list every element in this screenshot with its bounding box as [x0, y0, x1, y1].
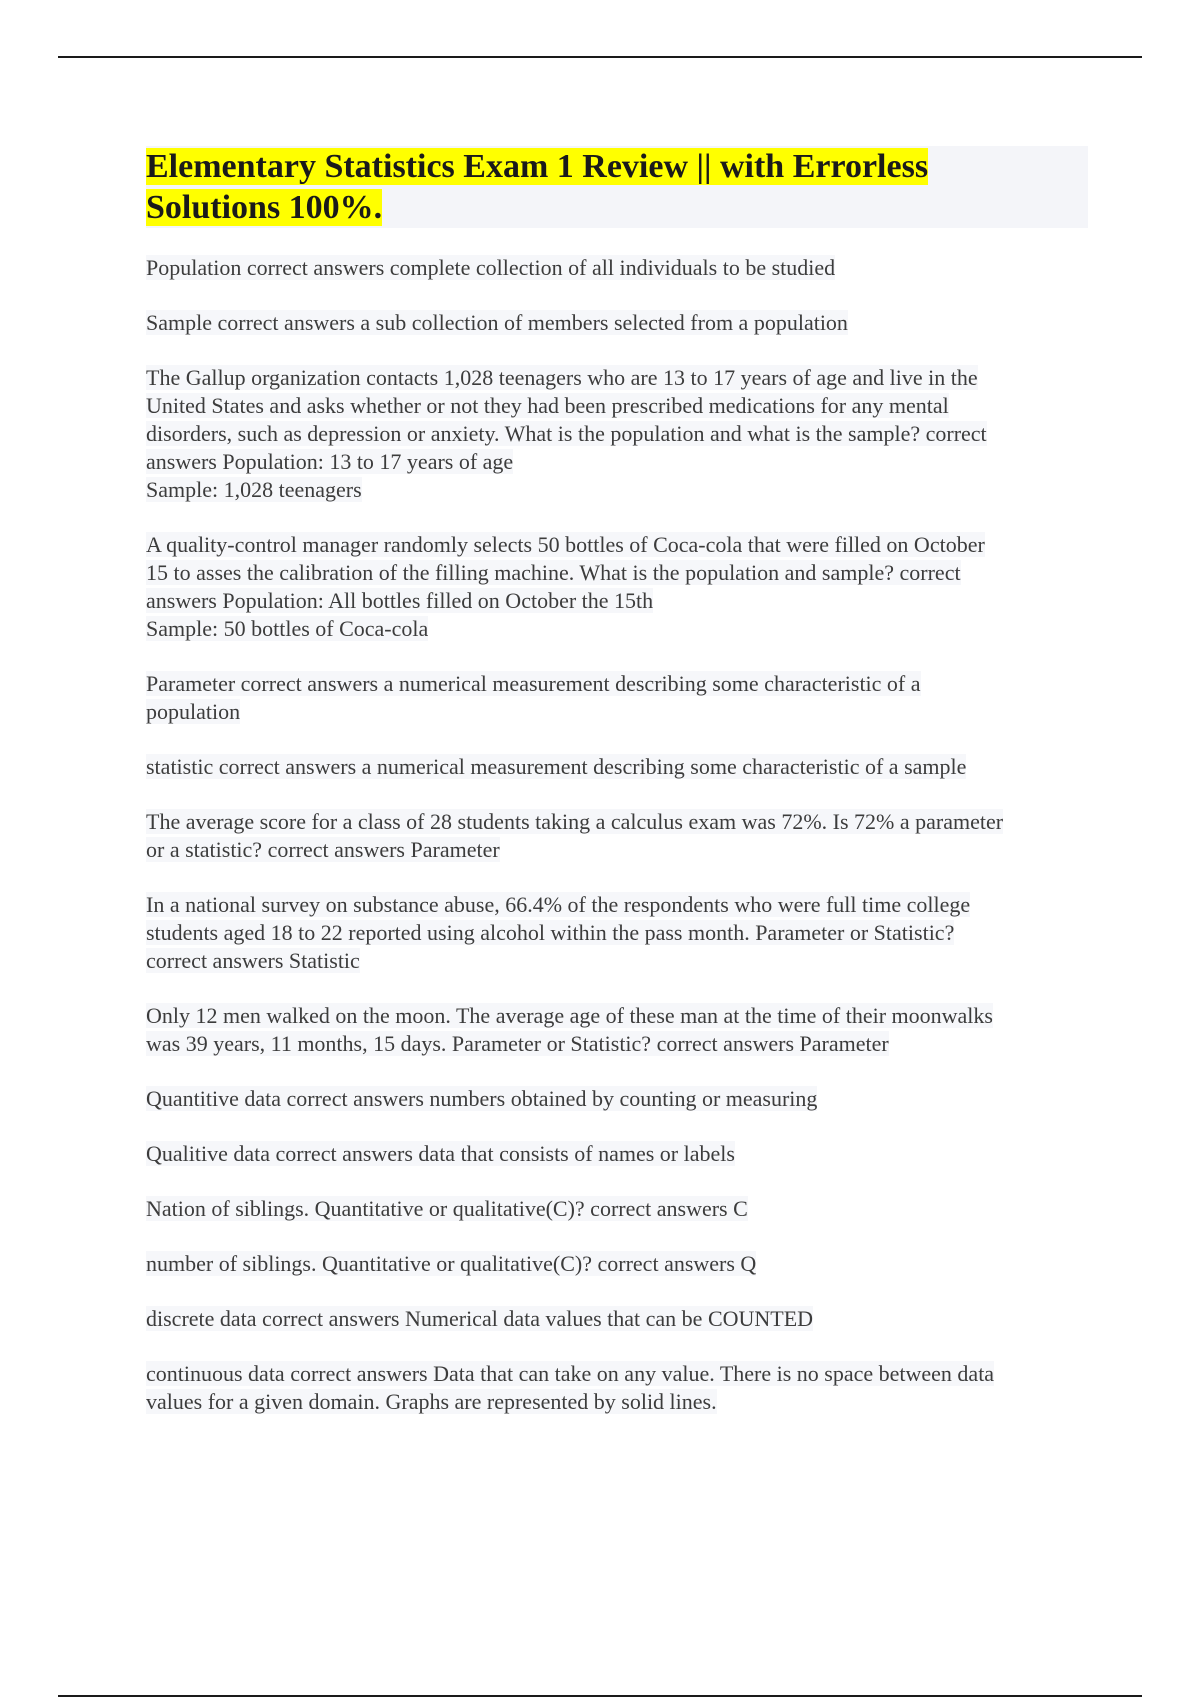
title-line-1: Elementary Statistics Exam 1 Review || with Errorless	[146, 148, 929, 185]
title-line-2: Solutions 100%.	[146, 189, 383, 226]
qa-entry	[146, 1002, 1088, 1058]
qa-entry-line	[146, 309, 1088, 337]
qa-entry	[146, 254, 1088, 282]
qa-entry-line	[146, 919, 1088, 947]
document-body	[146, 146, 1088, 1443]
qa-entry-line	[146, 1195, 1088, 1223]
qa-entry-line	[146, 1140, 1088, 1168]
qa-entry-text: Parameter correct answers a numerical measurement describing some characteristic of a	[146, 671, 921, 696]
document-title	[146, 146, 1088, 228]
qa-entry-text: students aged 18 to 22 reported using alcohol within the pass month. Parameter or Statistic?	[146, 920, 955, 945]
qa-entry-line	[146, 1388, 1088, 1416]
qa-entry-text: Nation of siblings. Quantitative or qualitative(C)? correct answers C	[146, 1196, 748, 1221]
qa-entry-text: number of siblings. Quantitative or qualitative(C)? correct answers Q	[146, 1251, 757, 1276]
qa-entry	[146, 1085, 1088, 1113]
qa-entry-line	[146, 1250, 1088, 1278]
qa-entry-text: population	[146, 699, 241, 724]
qa-entry	[146, 808, 1088, 864]
qa-entry-line	[146, 891, 1088, 919]
qa-entry-line	[146, 753, 1088, 781]
qa-entry-line	[146, 836, 1088, 864]
qa-entry-text: statistic correct answers a numerical measurement describing some characteristic of a sample	[146, 754, 967, 779]
qa-entry-text: Only 12 men walked on the moon. The average age of these man at the time of their moonwalks	[146, 1003, 993, 1028]
qa-entry-text: Quantitive data correct answers numbers obtained by counting or measuring	[146, 1086, 818, 1111]
qa-entry	[146, 1360, 1088, 1416]
qa-entry-line	[146, 392, 1088, 420]
qa-entry	[146, 1140, 1088, 1168]
qa-entry	[146, 1305, 1088, 1333]
qa-entry-text: discrete data correct answers Numerical data values that can be COUNTED	[146, 1306, 814, 1331]
qa-entry-text: The Gallup organization contacts 1,028 teenagers who are 13 to 17 years of age and live in the	[146, 365, 978, 390]
qa-entry-line	[146, 698, 1088, 726]
qa-entry-text: The average score for a class of 28 students taking a calculus exam was 72%. Is 72% a parameter	[146, 809, 1004, 834]
qa-entry-line	[146, 448, 1088, 476]
qa-entry-line	[146, 670, 1088, 698]
qa-entry-line	[146, 1030, 1088, 1058]
qa-entry-line	[146, 559, 1088, 587]
qa-entry-text: Sample: 50 bottles of Coca-cola	[146, 616, 429, 641]
qa-entry	[146, 1250, 1088, 1278]
qa-entry-text: continuous data correct answers Data that can take on any value. There is no space between data	[146, 1361, 995, 1386]
qa-entry-text: A quality-control manager randomly selects 50 bottles of Coca-cola that were filled on October	[146, 532, 985, 557]
qa-entry-line	[146, 587, 1088, 615]
qa-entry-line	[146, 1002, 1088, 1030]
qa-entry-line	[146, 1360, 1088, 1388]
qa-entry-line	[146, 1085, 1088, 1113]
qa-entry-text: United States and asks whether or not they had been prescribed medications for any mental	[146, 393, 949, 418]
qa-entry-line	[146, 1305, 1088, 1333]
qa-entry-text: answers Population: All bottles filled on October the 15th	[146, 588, 654, 613]
qa-entry-line	[146, 364, 1088, 392]
qa-list	[146, 254, 1088, 1416]
qa-entry	[146, 1195, 1088, 1223]
qa-entry-text: disorders, such as depression or anxiety. What is the population and what is the sample? correct	[146, 421, 987, 446]
qa-entry	[146, 891, 1088, 975]
qa-entry	[146, 531, 1088, 643]
qa-entry-line	[146, 531, 1088, 559]
qa-entry	[146, 753, 1088, 781]
qa-entry-text: answers Population: 13 to 17 years of age	[146, 449, 514, 474]
top-rule	[58, 56, 1142, 58]
qa-entry-line	[146, 420, 1088, 448]
qa-entry-line	[146, 808, 1088, 836]
qa-entry-text: 15 to asses the calibration of the filling machine. What is the population and sample? correct	[146, 560, 961, 585]
qa-entry-text: or a statistic? correct answers Parameter	[146, 837, 500, 862]
qa-entry-line	[146, 476, 1088, 504]
qa-entry-text: was 39 years, 11 months, 15 days. Parameter or Statistic? correct answers Parameter	[146, 1031, 889, 1056]
qa-entry-text: Sample correct answers a sub collection of members selected from a population	[146, 310, 848, 335]
qa-entry-text: Population correct answers complete collection of all individuals to be studied	[146, 255, 836, 280]
qa-entry-text: In a national survey on substance abuse, 66.4% of the respondents who were full time college	[146, 892, 971, 917]
qa-entry-text: Sample: 1,028 teenagers	[146, 477, 362, 502]
qa-entry-line	[146, 947, 1088, 975]
title-block	[146, 146, 1088, 228]
qa-entry-text: Qualitive data correct answers data that consists of names or labels	[146, 1141, 735, 1166]
qa-entry-line	[146, 615, 1088, 643]
qa-entry-text: values for a given domain. Graphs are represented by solid lines.	[146, 1389, 717, 1414]
qa-entry-line	[146, 254, 1088, 282]
qa-entry-text: correct answers Statistic	[146, 948, 360, 973]
bottom-rule	[58, 1695, 1142, 1697]
qa-entry	[146, 670, 1088, 726]
qa-entry	[146, 364, 1088, 504]
qa-entry	[146, 309, 1088, 337]
